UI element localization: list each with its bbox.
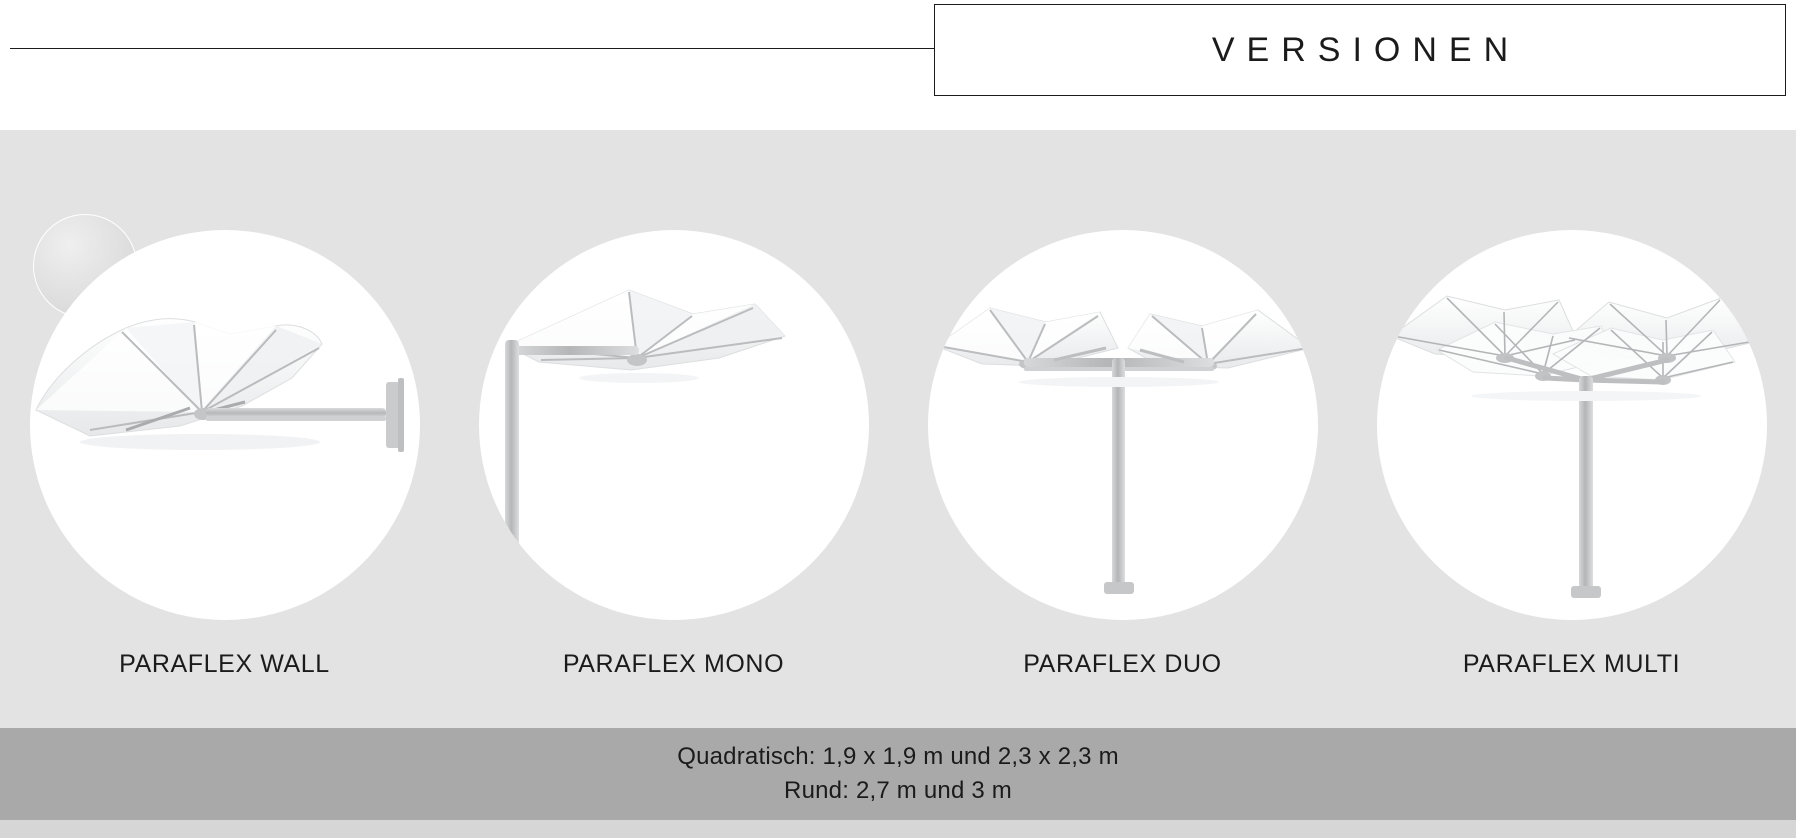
page-header	[0, 0, 1796, 100]
product-image-disc	[479, 230, 869, 620]
product-label: PARAFLEX MULTI	[1462, 650, 1681, 678]
product-card[interactable]	[449, 230, 898, 710]
multi-canopy-parasol-icon	[1377, 230, 1767, 620]
dimension-value-round: 2,7 m und 3 m	[855, 777, 1012, 804]
dimension-row-round	[784, 777, 1012, 805]
product-card[interactable]	[898, 230, 1347, 710]
header-title-box	[934, 4, 1786, 96]
wall-mounted-parasol-icon	[30, 230, 420, 620]
product-image-disc	[928, 230, 1318, 620]
product-label: PARAFLEX DUO	[1023, 650, 1222, 678]
footer-bottom-strip	[0, 820, 1796, 838]
product-card[interactable]	[1347, 230, 1796, 710]
dimension-value-square: 1,9 x 1,9 m und 2,3 x 2,3 m	[822, 743, 1119, 770]
header-divider-line	[10, 48, 935, 49]
versions-panel	[0, 130, 1796, 728]
dimensions-footer	[0, 728, 1796, 820]
dimension-row-square	[677, 743, 1119, 771]
product-label: PARAFLEX WALL	[119, 650, 330, 678]
dimension-label-round: Rund:	[784, 777, 850, 804]
product-image-disc	[1377, 230, 1767, 620]
page-title: VERSIONEN	[1211, 30, 1521, 69]
product-label: PARAFLEX MONO	[562, 650, 785, 678]
product-card[interactable]	[0, 230, 449, 710]
product-grid	[0, 230, 1796, 710]
dimension-label-square: Quadratisch:	[677, 743, 816, 770]
single-mast-parasol-icon	[479, 230, 869, 620]
double-canopy-parasol-icon	[928, 230, 1318, 620]
product-image-disc	[30, 230, 420, 620]
